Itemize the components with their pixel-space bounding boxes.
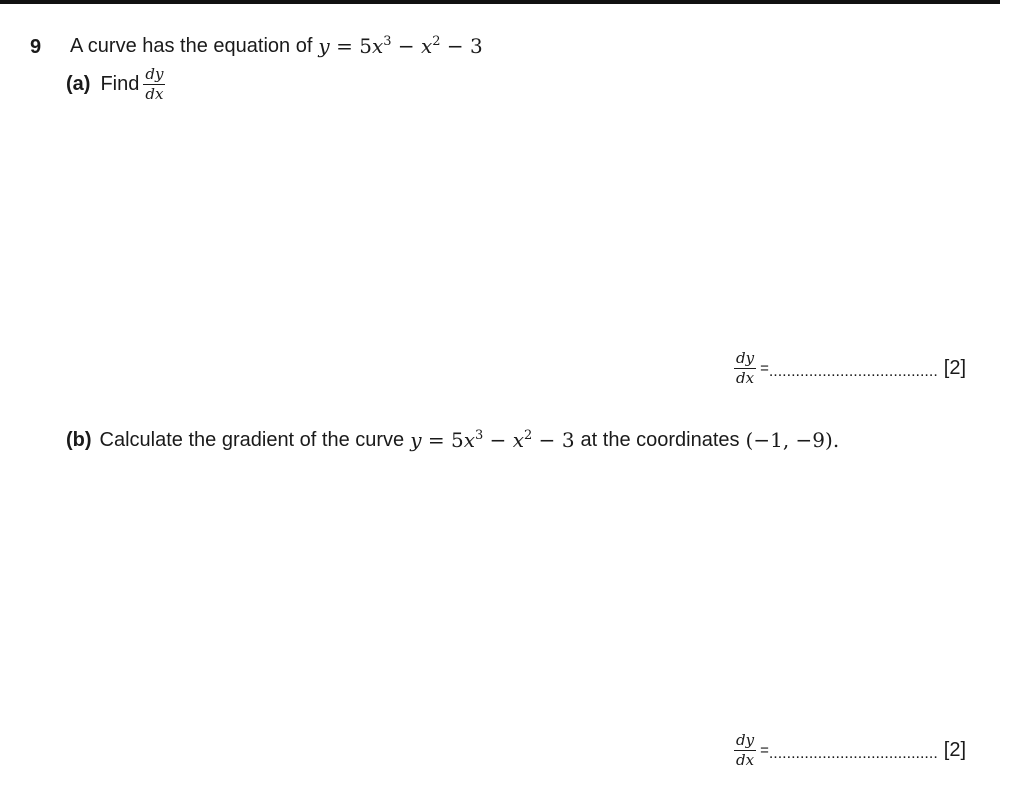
part-b-marks: [2]: [943, 739, 967, 761]
part-b-text-after: at the coordinates: [580, 428, 740, 451]
part-b-label: (b): [66, 428, 92, 451]
part-a-answer-derivative: $\frac{dy}{dx}$: [736, 349, 755, 387]
part-a-answer-line[interactable]: [730, 350, 966, 387]
part-a-label: (a): [66, 73, 91, 95]
stem-text: A curve has the equation of: [70, 34, 313, 57]
part-b-answer-line[interactable]: [730, 732, 966, 769]
curve-equation: $y = 5x^3 - x^2 - 3$: [318, 34, 483, 58]
part-b-answer-blank[interactable]: ......................................: [768, 744, 938, 762]
part-b-answer-equals: =: [760, 742, 769, 759]
question-number: 9: [30, 36, 42, 58]
part-a-answer-blank[interactable]: ......................................: [768, 362, 938, 380]
question-stem: [70, 34, 483, 58]
part-a-text: Find: [100, 73, 140, 95]
part-b-equation: $y = 5x^3 - x^2 - 3$: [410, 428, 575, 452]
part-a-derivative: $\frac{dy}{dx}$: [145, 65, 164, 103]
part-a-prompt: [66, 66, 169, 103]
part-b-answer-derivative: $\frac{dy}{dx}$: [736, 731, 755, 769]
top-border: [0, 0, 1000, 4]
part-a-answer-equals: =: [760, 360, 769, 377]
part-b-prompt: [66, 428, 839, 452]
part-b-coordinates: (−1, −9).: [745, 428, 840, 452]
part-b-text-before: Calculate the gradient of the curve: [99, 428, 405, 451]
part-a-marks: [2]: [943, 357, 967, 379]
